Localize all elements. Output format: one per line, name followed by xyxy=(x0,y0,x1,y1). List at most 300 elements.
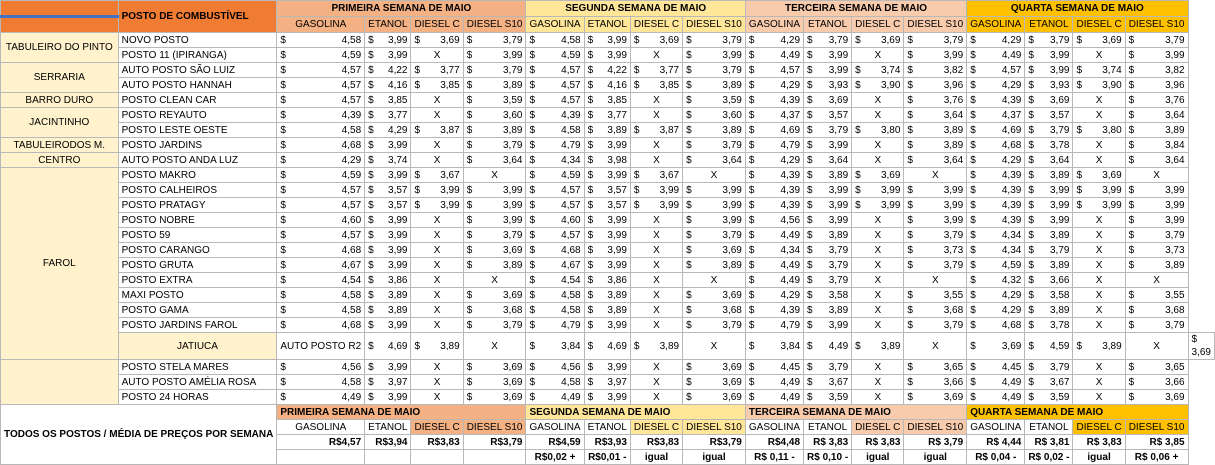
price-cell[interactable] xyxy=(365,228,411,243)
price-cell[interactable] xyxy=(967,108,1025,123)
price-unavailable-cell[interactable]: X xyxy=(630,243,682,258)
price-unavailable-cell[interactable]: X xyxy=(630,108,682,123)
station-name-cell[interactable]: POSTO 59 xyxy=(118,228,277,243)
price-change-cell[interactable]: R$ 0,02 - xyxy=(1025,450,1073,465)
week-header-3[interactable]: TERCEIRA SEMANA DE MAIO xyxy=(745,1,966,17)
station-name-cell[interactable]: POSTO STELA MARES xyxy=(118,360,277,375)
price-cell[interactable] xyxy=(463,258,526,273)
price-cell[interactable] xyxy=(584,360,630,375)
price-cell[interactable] xyxy=(804,78,852,93)
price-cell[interactable] xyxy=(463,138,526,153)
price-cell[interactable] xyxy=(526,48,584,63)
price-cell[interactable] xyxy=(967,288,1025,303)
price-change-cell[interactable]: R$ 0,06 + xyxy=(1125,450,1188,465)
price-cell[interactable] xyxy=(804,153,852,168)
price-cell[interactable] xyxy=(584,183,630,198)
price-cell[interactable] xyxy=(526,333,584,360)
price-unavailable-cell[interactable]: X xyxy=(1073,375,1125,390)
price-cell[interactable] xyxy=(804,213,852,228)
price-cell[interactable] xyxy=(804,93,852,108)
station-name-cell[interactable]: NOVO POSTO xyxy=(118,33,277,48)
price-unavailable-cell[interactable]: X xyxy=(411,273,463,288)
average-price-cell[interactable]: R$ 3,83 xyxy=(804,435,852,450)
price-cell[interactable] xyxy=(1025,78,1073,93)
summary-fuel-header[interactable]: DIESEL C xyxy=(411,420,463,435)
price-cell[interactable] xyxy=(804,243,852,258)
price-cell[interactable] xyxy=(904,213,967,228)
price-cell[interactable] xyxy=(630,198,682,213)
price-cell[interactable] xyxy=(804,360,852,375)
price-cell[interactable] xyxy=(967,78,1025,93)
price-cell[interactable] xyxy=(904,243,967,258)
price-unavailable-cell[interactable]: X xyxy=(630,138,682,153)
price-cell[interactable] xyxy=(584,303,630,318)
price-cell[interactable] xyxy=(1125,108,1188,123)
fuel-header[interactable]: ETANOL xyxy=(584,17,630,33)
price-cell[interactable] xyxy=(277,288,365,303)
price-cell[interactable] xyxy=(967,198,1025,213)
price-cell[interactable] xyxy=(526,375,584,390)
price-cell[interactable] xyxy=(904,375,967,390)
summary-fuel-header[interactable]: ETANOL xyxy=(804,420,852,435)
price-cell[interactable] xyxy=(1025,258,1073,273)
price-cell[interactable] xyxy=(745,360,803,375)
station-name-cell[interactable]: POSTO 11 (IPIRANGA) xyxy=(118,48,277,63)
price-change-cell[interactable] xyxy=(411,450,463,465)
price-unavailable-cell[interactable]: X xyxy=(852,318,904,333)
price-unavailable-cell[interactable]: X xyxy=(630,213,682,228)
price-cell[interactable] xyxy=(1025,333,1073,360)
price-cell[interactable] xyxy=(1125,360,1188,375)
price-cell[interactable] xyxy=(967,48,1025,63)
price-cell[interactable] xyxy=(411,63,463,78)
price-cell[interactable] xyxy=(967,63,1025,78)
price-change-cell[interactable]: igual xyxy=(683,450,746,465)
summary-fuel-header[interactable]: ETANOL xyxy=(584,420,630,435)
price-unavailable-cell[interactable]: X xyxy=(411,138,463,153)
price-cell[interactable] xyxy=(804,108,852,123)
price-cell[interactable] xyxy=(1025,303,1073,318)
price-unavailable-cell[interactable]: X xyxy=(411,153,463,168)
price-cell[interactable] xyxy=(630,183,682,198)
station-name-cell[interactable]: POSTO JARDINS xyxy=(118,138,277,153)
price-unavailable-cell[interactable]: X xyxy=(852,228,904,243)
price-cell[interactable] xyxy=(1025,213,1073,228)
price-cell[interactable] xyxy=(584,258,630,273)
price-unavailable-cell[interactable]: X xyxy=(1073,228,1125,243)
price-cell[interactable] xyxy=(365,390,411,405)
price-unavailable-cell[interactable]: X xyxy=(683,168,746,183)
summary-fuel-header[interactable]: ETANOL xyxy=(1025,420,1073,435)
price-cell[interactable] xyxy=(1125,153,1188,168)
price-cell[interactable] xyxy=(463,198,526,213)
station-name-cell[interactable]: POSTO REYAUTO xyxy=(118,108,277,123)
price-cell[interactable] xyxy=(1125,123,1188,138)
price-cell[interactable] xyxy=(804,258,852,273)
price-change-cell[interactable]: igual xyxy=(852,450,904,465)
price-unavailable-cell[interactable]: X xyxy=(411,318,463,333)
price-change-cell[interactable]: R$ 0,10 - xyxy=(804,450,852,465)
price-unavailable-cell[interactable]: X xyxy=(630,303,682,318)
price-cell[interactable] xyxy=(1125,198,1188,213)
price-cell[interactable] xyxy=(365,78,411,93)
price-cell[interactable] xyxy=(904,360,967,375)
price-cell[interactable] xyxy=(463,183,526,198)
price-unavailable-cell[interactable]: X xyxy=(852,243,904,258)
average-price-cell[interactable]: R$ 3,85 xyxy=(1125,435,1188,450)
price-cell[interactable] xyxy=(365,153,411,168)
price-cell[interactable] xyxy=(526,153,584,168)
price-cell[interactable] xyxy=(1025,33,1073,48)
price-cell[interactable] xyxy=(852,33,904,48)
summary-fuel-header[interactable]: GASOLINA xyxy=(745,420,803,435)
average-price-cell[interactable]: R$ 3,81 xyxy=(1025,435,1073,450)
price-unavailable-cell[interactable]: X xyxy=(463,333,526,360)
fuel-header[interactable]: ETANOL xyxy=(804,17,852,33)
price-unavailable-cell[interactable]: X xyxy=(1073,273,1125,288)
price-cell[interactable] xyxy=(804,123,852,138)
price-cell[interactable] xyxy=(584,288,630,303)
average-price-cell[interactable]: R$3,94 xyxy=(365,435,411,450)
price-unavailable-cell[interactable]: X xyxy=(852,288,904,303)
price-cell[interactable] xyxy=(463,48,526,63)
price-cell[interactable] xyxy=(745,375,803,390)
price-unavailable-cell[interactable]: X xyxy=(904,333,967,360)
price-unavailable-cell[interactable]: X xyxy=(852,213,904,228)
price-cell[interactable] xyxy=(745,63,803,78)
price-cell[interactable] xyxy=(1125,228,1188,243)
price-cell[interactable] xyxy=(365,375,411,390)
price-cell[interactable] xyxy=(526,78,584,93)
neighborhood-cell[interactable]: CENTRO xyxy=(1,153,119,168)
price-cell[interactable] xyxy=(683,93,746,108)
summary-fuel-header[interactable]: DIESEL S10 xyxy=(1125,420,1188,435)
price-cell[interactable] xyxy=(277,123,365,138)
price-cell[interactable] xyxy=(967,138,1025,153)
price-unavailable-cell[interactable]: X xyxy=(630,93,682,108)
summary-label[interactable]: TODOS OS POSTOS / MÉDIA DE PREÇOS POR SEMANA xyxy=(1,405,277,465)
price-cell[interactable] xyxy=(526,93,584,108)
price-cell[interactable] xyxy=(804,333,852,360)
fuel-header[interactable]: DIESEL S10 xyxy=(683,17,746,33)
price-cell[interactable] xyxy=(584,168,630,183)
price-cell[interactable] xyxy=(852,333,904,360)
price-cell[interactable] xyxy=(967,303,1025,318)
price-cell[interactable] xyxy=(852,168,904,183)
price-cell[interactable] xyxy=(1025,273,1073,288)
price-unavailable-cell[interactable]: X xyxy=(630,375,682,390)
price-cell[interactable] xyxy=(852,183,904,198)
station-name-cell[interactable]: POSTO JARDINS FAROL xyxy=(118,318,277,333)
price-cell[interactable] xyxy=(463,318,526,333)
price-cell[interactable] xyxy=(365,258,411,273)
price-cell[interactable] xyxy=(277,273,365,288)
price-cell[interactable] xyxy=(1125,303,1188,318)
price-unavailable-cell[interactable]: X xyxy=(904,273,967,288)
price-cell[interactable] xyxy=(526,123,584,138)
price-cell[interactable] xyxy=(1073,168,1125,183)
price-cell[interactable] xyxy=(411,33,463,48)
fuel-header[interactable]: GASOLINA xyxy=(745,17,803,33)
price-cell[interactable] xyxy=(365,33,411,48)
price-cell[interactable] xyxy=(277,183,365,198)
price-cell[interactable] xyxy=(967,333,1025,360)
price-cell[interactable] xyxy=(463,108,526,123)
price-unavailable-cell[interactable]: X xyxy=(1125,333,1188,360)
price-cell[interactable] xyxy=(365,93,411,108)
price-unavailable-cell[interactable]: X xyxy=(411,213,463,228)
price-cell[interactable] xyxy=(745,153,803,168)
price-cell[interactable] xyxy=(804,138,852,153)
price-change-cell[interactable]: R$0,01 - xyxy=(584,450,630,465)
price-cell[interactable] xyxy=(745,198,803,213)
price-cell[interactable] xyxy=(365,168,411,183)
price-cell[interactable] xyxy=(463,243,526,258)
fuel-header[interactable]: DIESEL C xyxy=(852,17,904,33)
price-cell[interactable] xyxy=(365,288,411,303)
price-cell[interactable] xyxy=(1025,138,1073,153)
price-cell[interactable] xyxy=(277,168,365,183)
price-cell[interactable] xyxy=(365,183,411,198)
summary-fuel-header[interactable]: ETANOL xyxy=(365,420,411,435)
price-cell[interactable] xyxy=(904,228,967,243)
price-change-cell[interactable]: igual xyxy=(904,450,967,465)
price-change-cell[interactable]: igual xyxy=(630,450,682,465)
price-cell[interactable] xyxy=(1188,333,1214,360)
price-cell[interactable] xyxy=(584,273,630,288)
price-cell[interactable] xyxy=(683,138,746,153)
price-cell[interactable] xyxy=(463,288,526,303)
price-cell[interactable] xyxy=(967,213,1025,228)
price-cell[interactable] xyxy=(411,183,463,198)
price-cell[interactable] xyxy=(967,123,1025,138)
station-name-cell[interactable]: POSTO EXTRA xyxy=(118,273,277,288)
price-cell[interactable] xyxy=(683,33,746,48)
price-cell[interactable] xyxy=(277,63,365,78)
price-cell[interactable] xyxy=(1025,108,1073,123)
price-cell[interactable] xyxy=(584,93,630,108)
price-cell[interactable] xyxy=(904,93,967,108)
price-cell[interactable] xyxy=(745,168,803,183)
price-cell[interactable] xyxy=(584,213,630,228)
price-cell[interactable] xyxy=(804,228,852,243)
price-cell[interactable] xyxy=(526,108,584,123)
price-cell[interactable] xyxy=(683,108,746,123)
price-cell[interactable] xyxy=(463,375,526,390)
price-cell[interactable] xyxy=(967,360,1025,375)
price-cell[interactable] xyxy=(683,48,746,63)
price-cell[interactable] xyxy=(1073,183,1125,198)
price-cell[interactable] xyxy=(277,390,365,405)
price-cell[interactable] xyxy=(526,243,584,258)
summary-fuel-header[interactable]: DIESEL S10 xyxy=(463,420,526,435)
price-change-cell[interactable]: igual xyxy=(1073,450,1125,465)
price-cell[interactable] xyxy=(365,63,411,78)
price-cell[interactable] xyxy=(365,108,411,123)
price-unavailable-cell[interactable]: X xyxy=(411,360,463,375)
price-cell[interactable] xyxy=(277,33,365,48)
price-cell[interactable] xyxy=(411,78,463,93)
price-unavailable-cell[interactable]: X xyxy=(1073,153,1125,168)
price-unavailable-cell[interactable]: X xyxy=(1073,258,1125,273)
price-cell[interactable] xyxy=(683,198,746,213)
summary-fuel-header[interactable]: GASOLINA xyxy=(526,420,584,435)
price-unavailable-cell[interactable]: X xyxy=(1073,93,1125,108)
price-cell[interactable] xyxy=(967,390,1025,405)
price-unavailable-cell[interactable]: X xyxy=(852,258,904,273)
price-cell[interactable] xyxy=(1125,390,1188,405)
price-unavailable-cell[interactable]: X xyxy=(411,108,463,123)
price-cell[interactable] xyxy=(967,375,1025,390)
price-cell[interactable] xyxy=(683,213,746,228)
price-cell[interactable] xyxy=(277,318,365,333)
price-cell[interactable] xyxy=(967,318,1025,333)
summary-week-header-1[interactable]: PRIMEIRA SEMANA DE MAIO xyxy=(277,405,526,420)
price-cell[interactable] xyxy=(1125,33,1188,48)
price-change-cell[interactable]: R$0,02 + xyxy=(526,450,584,465)
neighborhood-cell[interactable]: SERRARIA xyxy=(1,63,119,93)
price-cell[interactable] xyxy=(526,228,584,243)
price-cell[interactable] xyxy=(1125,375,1188,390)
price-cell[interactable] xyxy=(804,375,852,390)
price-cell[interactable] xyxy=(904,318,967,333)
price-cell[interactable] xyxy=(1125,243,1188,258)
price-cell[interactable] xyxy=(904,288,967,303)
price-cell[interactable] xyxy=(683,318,746,333)
price-cell[interactable] xyxy=(904,48,967,63)
price-cell[interactable] xyxy=(584,48,630,63)
price-cell[interactable] xyxy=(967,153,1025,168)
price-cell[interactable] xyxy=(411,333,463,360)
price-cell[interactable] xyxy=(584,375,630,390)
price-cell[interactable] xyxy=(463,228,526,243)
summary-fuel-header[interactable]: DIESEL C xyxy=(630,420,682,435)
price-cell[interactable] xyxy=(745,243,803,258)
price-unavailable-cell[interactable]: X xyxy=(1073,138,1125,153)
price-unavailable-cell[interactable]: X xyxy=(852,360,904,375)
week-header-1[interactable]: PRIMEIRA SEMANA DE MAIO xyxy=(277,1,526,17)
price-unavailable-cell[interactable]: X xyxy=(411,93,463,108)
price-cell[interactable] xyxy=(745,138,803,153)
price-cell[interactable] xyxy=(904,138,967,153)
summary-fuel-header[interactable]: DIESEL S10 xyxy=(904,420,967,435)
station-name-cell[interactable]: POSTO GAMA xyxy=(118,303,277,318)
price-unavailable-cell[interactable]: X xyxy=(630,228,682,243)
price-cell[interactable] xyxy=(365,48,411,63)
price-cell[interactable] xyxy=(683,228,746,243)
price-unavailable-cell[interactable]: X xyxy=(1073,360,1125,375)
price-cell[interactable] xyxy=(277,243,365,258)
price-unavailable-cell[interactable]: X xyxy=(630,360,682,375)
price-cell[interactable] xyxy=(1125,258,1188,273)
price-cell[interactable] xyxy=(463,360,526,375)
price-cell[interactable] xyxy=(1125,78,1188,93)
header-corner[interactable] xyxy=(1,1,119,17)
price-cell[interactable] xyxy=(967,258,1025,273)
price-cell[interactable] xyxy=(526,303,584,318)
fuel-header[interactable]: ETANOL xyxy=(365,17,411,33)
price-cell[interactable] xyxy=(904,390,967,405)
price-cell[interactable] xyxy=(804,303,852,318)
price-cell[interactable] xyxy=(1073,78,1125,93)
price-cell[interactable] xyxy=(745,258,803,273)
station-name-cell[interactable]: POSTO MAKRO xyxy=(118,168,277,183)
price-unavailable-cell[interactable]: X xyxy=(1073,303,1125,318)
neighborhood-cell[interactable]: TABULEIRO DO PINTO xyxy=(1,33,119,63)
price-cell[interactable] xyxy=(852,78,904,93)
price-cell[interactable] xyxy=(967,168,1025,183)
price-cell[interactable] xyxy=(584,78,630,93)
price-unavailable-cell[interactable]: X xyxy=(1073,108,1125,123)
price-unavailable-cell[interactable]: X xyxy=(1125,168,1188,183)
price-cell[interactable] xyxy=(463,63,526,78)
price-cell[interactable] xyxy=(804,273,852,288)
price-cell[interactable] xyxy=(463,93,526,108)
price-cell[interactable] xyxy=(745,108,803,123)
price-unavailable-cell[interactable]: X xyxy=(1073,288,1125,303)
price-cell[interactable] xyxy=(463,78,526,93)
price-cell[interactable] xyxy=(526,258,584,273)
price-cell[interactable] xyxy=(804,183,852,198)
price-cell[interactable] xyxy=(277,48,365,63)
price-unavailable-cell[interactable]: X xyxy=(1073,243,1125,258)
price-cell[interactable] xyxy=(1025,360,1073,375)
price-unavailable-cell[interactable]: X xyxy=(630,288,682,303)
price-cell[interactable] xyxy=(1125,63,1188,78)
fuel-header[interactable]: DIESEL C xyxy=(411,17,463,33)
average-price-cell[interactable]: R$4,59 xyxy=(526,435,584,450)
price-unavailable-cell[interactable]: X xyxy=(630,273,682,288)
price-cell[interactable] xyxy=(277,360,365,375)
price-unavailable-cell[interactable]: X xyxy=(1073,48,1125,63)
neighborhood-cell[interactable] xyxy=(1,360,119,405)
average-price-cell[interactable]: R$3,79 xyxy=(463,435,526,450)
fuel-header[interactable]: DIESEL S10 xyxy=(904,17,967,33)
price-cell[interactable] xyxy=(277,153,365,168)
price-cell[interactable] xyxy=(584,318,630,333)
price-cell[interactable] xyxy=(584,333,630,360)
price-cell[interactable] xyxy=(463,33,526,48)
price-cell[interactable] xyxy=(904,153,967,168)
price-cell[interactable] xyxy=(1125,318,1188,333)
price-cell[interactable] xyxy=(365,318,411,333)
price-unavailable-cell[interactable]: X xyxy=(411,288,463,303)
price-cell[interactable] xyxy=(904,183,967,198)
price-cell[interactable] xyxy=(683,288,746,303)
price-cell[interactable] xyxy=(1025,153,1073,168)
price-cell[interactable] xyxy=(584,123,630,138)
price-cell[interactable] xyxy=(852,63,904,78)
price-cell[interactable] xyxy=(967,243,1025,258)
price-unavailable-cell[interactable]: X xyxy=(411,243,463,258)
price-cell[interactable] xyxy=(584,108,630,123)
price-unavailable-cell[interactable]: X xyxy=(852,138,904,153)
station-name-cell[interactable]: AUTO POSTO ANDA LUZ xyxy=(118,153,277,168)
price-cell[interactable] xyxy=(365,123,411,138)
price-cell[interactable] xyxy=(365,213,411,228)
price-unavailable-cell[interactable]: X xyxy=(463,273,526,288)
price-cell[interactable] xyxy=(683,303,746,318)
price-cell[interactable] xyxy=(904,78,967,93)
price-cell[interactable] xyxy=(365,243,411,258)
price-cell[interactable] xyxy=(1025,93,1073,108)
price-cell[interactable] xyxy=(526,273,584,288)
price-cell[interactable] xyxy=(277,198,365,213)
price-cell[interactable] xyxy=(630,333,682,360)
price-cell[interactable] xyxy=(277,108,365,123)
price-unavailable-cell[interactable]: X xyxy=(852,153,904,168)
price-cell[interactable] xyxy=(526,360,584,375)
